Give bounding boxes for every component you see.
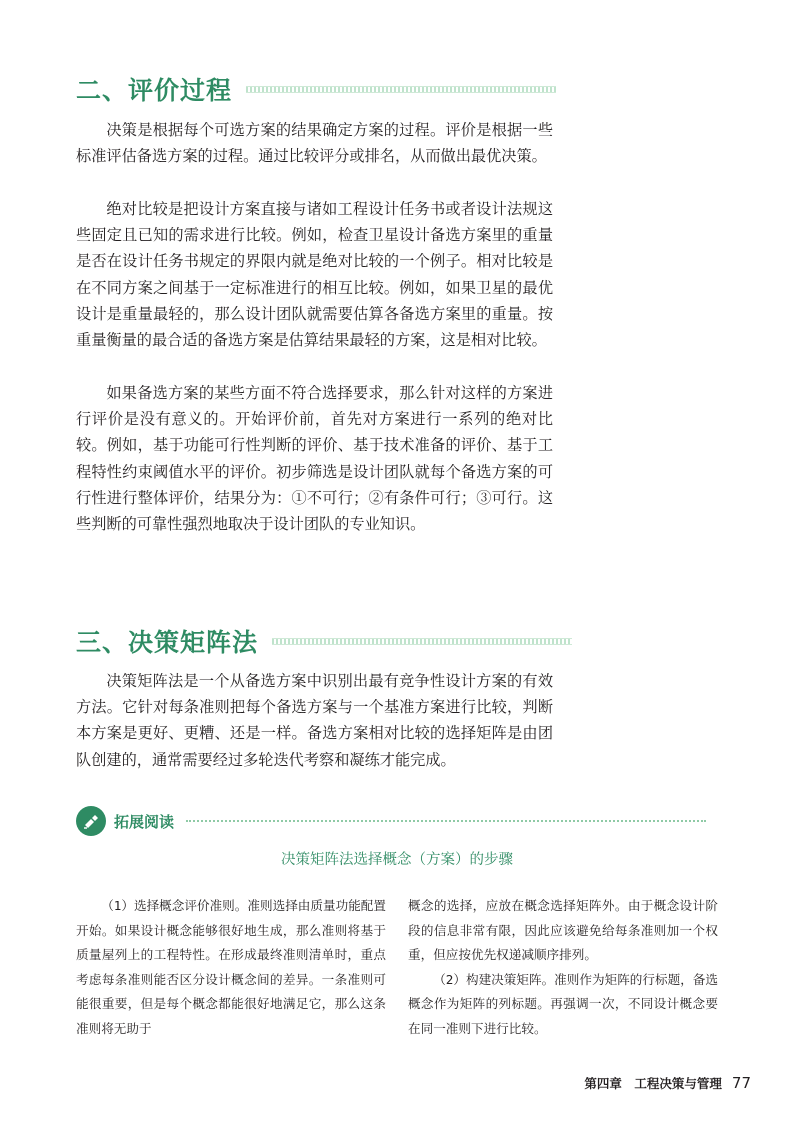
column-paragraph: （2）构建决策矩阵。准则作为矩阵的行标题，备选概念作为矩阵的列标题。再强调一次，不同设计概念要在同一准则下进行比较。 (408, 971, 718, 1036)
section-heading-decision-matrix (76, 623, 572, 659)
book-pen-icon (76, 806, 106, 836)
section-heading-evaluation (76, 71, 556, 107)
left-column (76, 894, 386, 1042)
section-title: 三、决策矩阵法 (76, 628, 259, 657)
right-column (408, 894, 718, 1042)
paragraph: 决策矩阵法是一个从备选方案中识别出最有竞争性设计方案的有效方法。它针对每条准则把每个备选方案与一个基准方案进行比较，判断本方案是更好、更糟、还是一样。备选方案相对比较的选择矩阵是由团队创建的，通常需要经过多轮迭代考察和凝练才能完成。 (76, 672, 553, 769)
paragraph: 决策是根据每个可选方案的结果确定方案的过程。评价是根据一些标准评估备选方案的过程。通过比较评分或排名，从而做出最优决策。 (76, 121, 553, 166)
dotted-divider (186, 820, 706, 822)
extended-reading-label: 拓展阅读 (114, 812, 175, 831)
extended-reading-title: 决策矩阵法选择概念（方案）的步骤 (281, 852, 513, 868)
heading-rule (272, 638, 572, 645)
heading-rule (246, 86, 556, 93)
page-footer (584, 1074, 751, 1092)
paragraph: 如果备选方案的某些方面不符合选择要求，那么针对这样的方案进行评价是没有意义的。开始评价前，首先对方案进行一系列的绝对比较。例如，基于功能可行性判断的评价、基于技术准备的评价、基于工程特性约束阈值水平的评价。初步筛选是设计团队就每个备选方案的可行性进行整体评价，结果分为：①不可行；②有条件可行；③可行。这些判断的可靠性强烈地取决于设计团队的专业知识。 (76, 384, 553, 534)
paragraph: 绝对比较是把设计方案直接与诸如工程设计任务书或者设计法规这些固定且已知的需求进行比较。例如，检查卫星设计备选方案里的重量是否在设计任务书规定的界限内就是绝对比较的一个例子。相对比较是在不同方案之间基于一定标准进行的相互比较。例如，如果卫星的最优设计是重量最轻的，那么设计团队就需要估算各备选方案里的重量。按重量衡量的最合适的备选方案是估算结果最轻的方案，这是相对比较。 (76, 200, 553, 350)
extended-reading-header (76, 806, 706, 836)
column-paragraph: 概念的选择，应放在概念选择矩阵外。由于概念设计阶段的信息非常有限，因此应该避免给每条准则加一个权重，但应按优先权递减顺序排列。 (408, 898, 718, 963)
column-paragraph: （1）选择概念评价准则。准则选择由质量功能配置开始。如果设计概念能够很好地生成，那么准则将基于质量屋列上的工程特性。在形成最终准则清单时，重点考虑每条准则能否区分设计概念间的差异。一条准则可能很重要，但是每个概念都能很好地满足它，那么这条准则将无助于 (76, 898, 386, 1036)
chapter-label: 第四章 工程决策与管理 (584, 1076, 722, 1091)
page-number: 77 (731, 1074, 751, 1092)
section-title: 二、评价过程 (76, 76, 233, 105)
